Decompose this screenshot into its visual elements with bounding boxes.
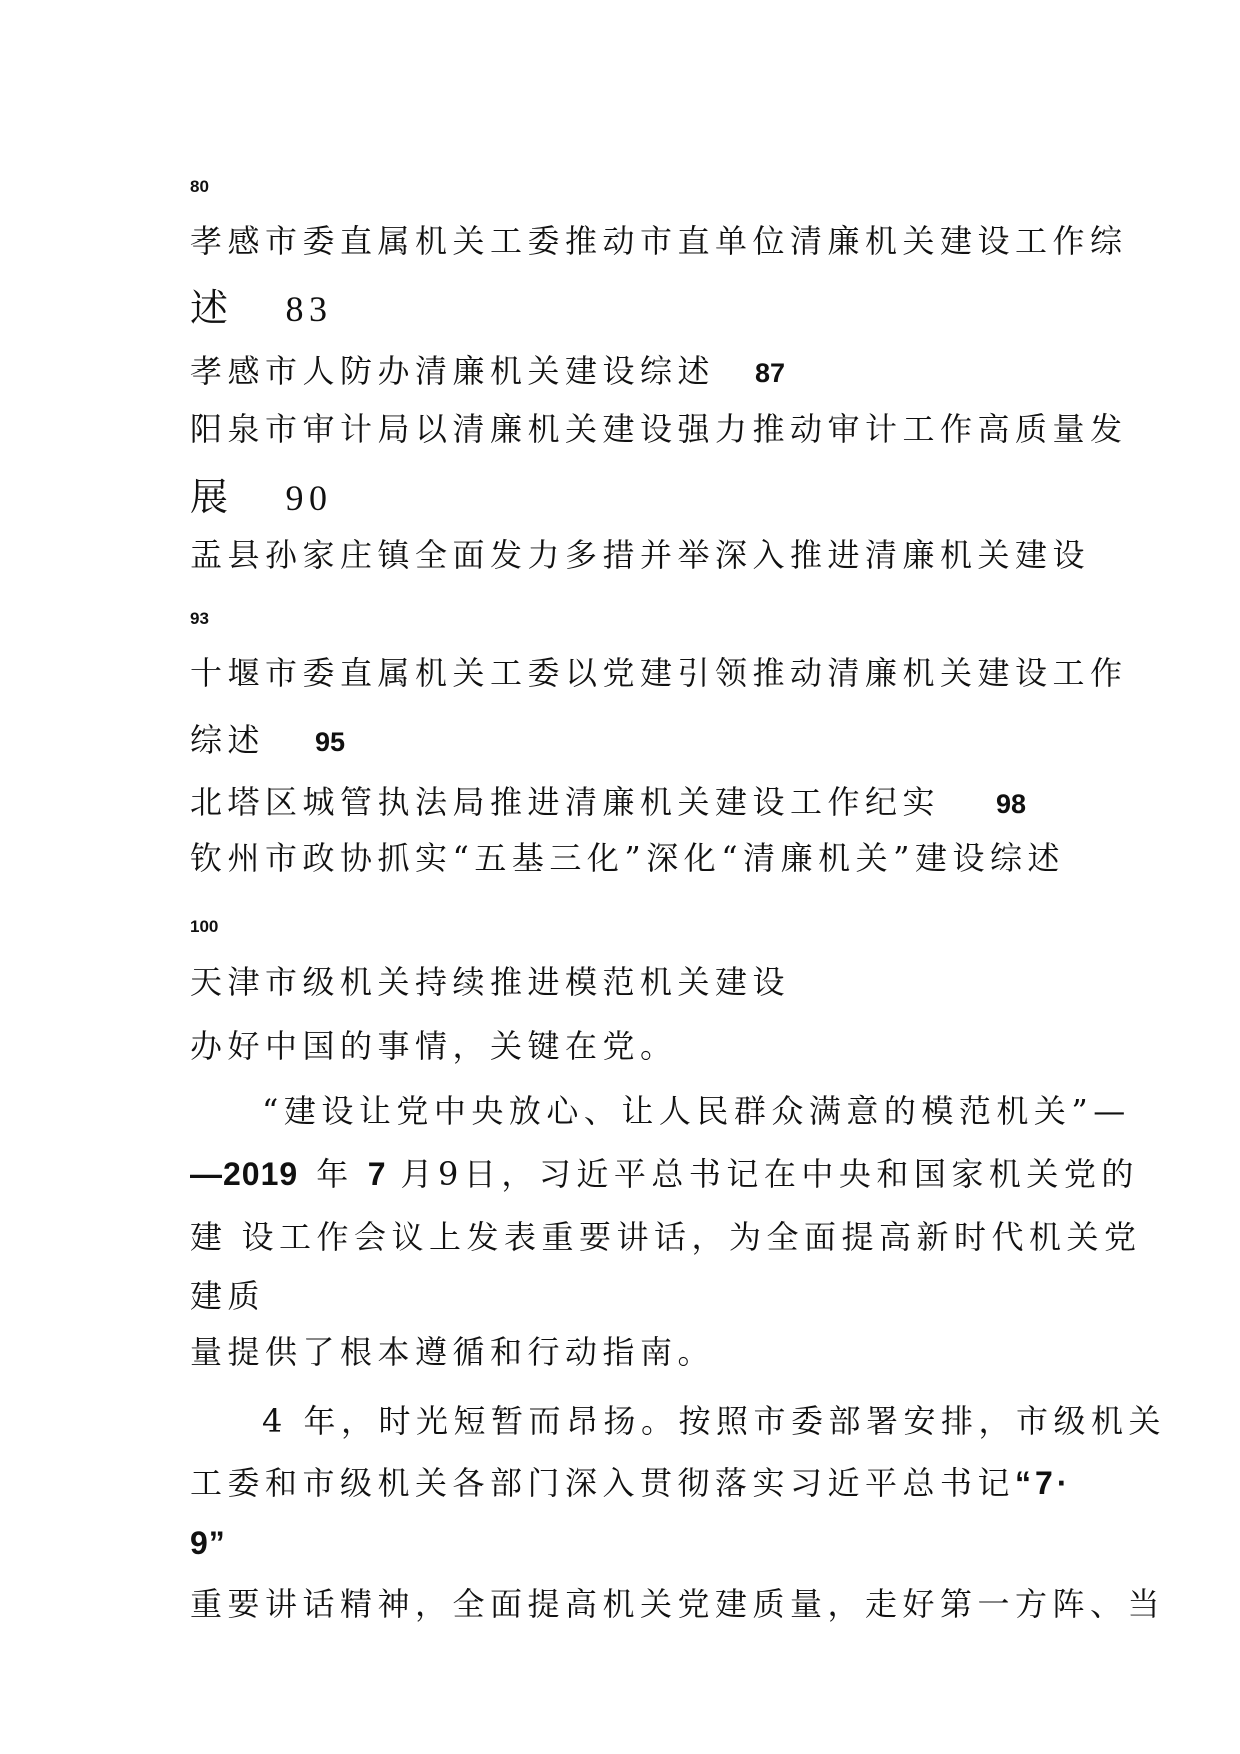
paragraph-line: “建设让党中央放心、让人民群众满意的模范机关”—	[262, 1092, 1131, 1130]
toc-entry-title-continued: 综述	[190, 721, 266, 759]
article-lead: 办好中国的事情，关键在党。	[190, 1027, 678, 1065]
paragraph-line	[190, 1464, 1072, 1502]
paragraph-text: 工委和市级机关各部门深入贯彻落实习近平总书记	[190, 1464, 1016, 1502]
toc-entry-title: 阳泉市审计局以清廉机关建设强力推动审计工作高质量发	[190, 410, 1128, 448]
paragraph-line: 4 年，时光短暂而昂扬。按照市委部署安排，市级机关	[262, 1402, 1167, 1440]
toc-entry-title-continued: 展	[190, 475, 234, 519]
toc-entry-title: 钦州市政协抓实“五基三化”深化“清廉机关”建设综述	[190, 839, 1065, 877]
quote-number: “7·	[1015, 1465, 1072, 1501]
toc-page-number: 100	[190, 917, 219, 936]
toc-page-number: 80	[190, 177, 209, 196]
paragraph-line	[190, 1218, 1142, 1256]
year-char: 年	[316, 1155, 354, 1193]
toc-entry	[190, 475, 1070, 519]
toc-entry	[190, 286, 1070, 330]
date-dash-year: —2019	[190, 1156, 299, 1192]
month-number: 7	[367, 1156, 387, 1192]
toc-entry	[190, 721, 1070, 759]
paragraph-text: 设工作会议上发表重要讲话，为全面提高新时代机关党	[241, 1218, 1142, 1256]
toc-page-number: 98	[996, 789, 1027, 819]
toc-entry-title: 孝感市人防办清廉机关建设综述	[190, 352, 716, 390]
toc-page-number: 95	[315, 727, 346, 757]
paragraph-text: 月9日，习近平总书记在中央和国家机关党的	[400, 1155, 1139, 1193]
toc-entry-title: 北塔区城管执法局推进清廉机关建设工作纪实	[190, 783, 941, 821]
paragraph-line: 9”	[190, 1525, 226, 1561]
paragraph-line: 建质	[190, 1277, 266, 1315]
paragraph-line: 量提供了根本遵循和行动指南。	[190, 1333, 716, 1371]
toc-entry-title: 孝感市委直属机关工委推动市直单位清廉机关建设工作综	[190, 222, 1128, 260]
paragraph-line: 重要讲话精神，全面提高机关党建质量，走好第一方阵、当	[190, 1585, 1166, 1623]
toc-page-number: 87	[755, 358, 786, 388]
toc-page-number: 90	[285, 478, 333, 518]
article-title: 天津市级机关持续推进模范机关建设	[190, 963, 791, 1001]
toc-entry-title: 盂县孙家庄镇全面发力多措并举深入推进清廉机关建设	[190, 536, 1091, 574]
paragraph-line	[190, 1155, 1139, 1193]
toc-entry-title-continued: 述	[190, 286, 234, 330]
toc-page-number: 83	[285, 289, 333, 329]
paragraph-text: 建	[190, 1218, 228, 1256]
toc-entry-title: 十堰市委直属机关工委以党建引领推动清廉机关建设工作	[190, 654, 1128, 692]
toc-entry	[190, 783, 1070, 821]
toc-entry	[190, 352, 1070, 390]
toc-page-number: 93	[190, 609, 209, 628]
